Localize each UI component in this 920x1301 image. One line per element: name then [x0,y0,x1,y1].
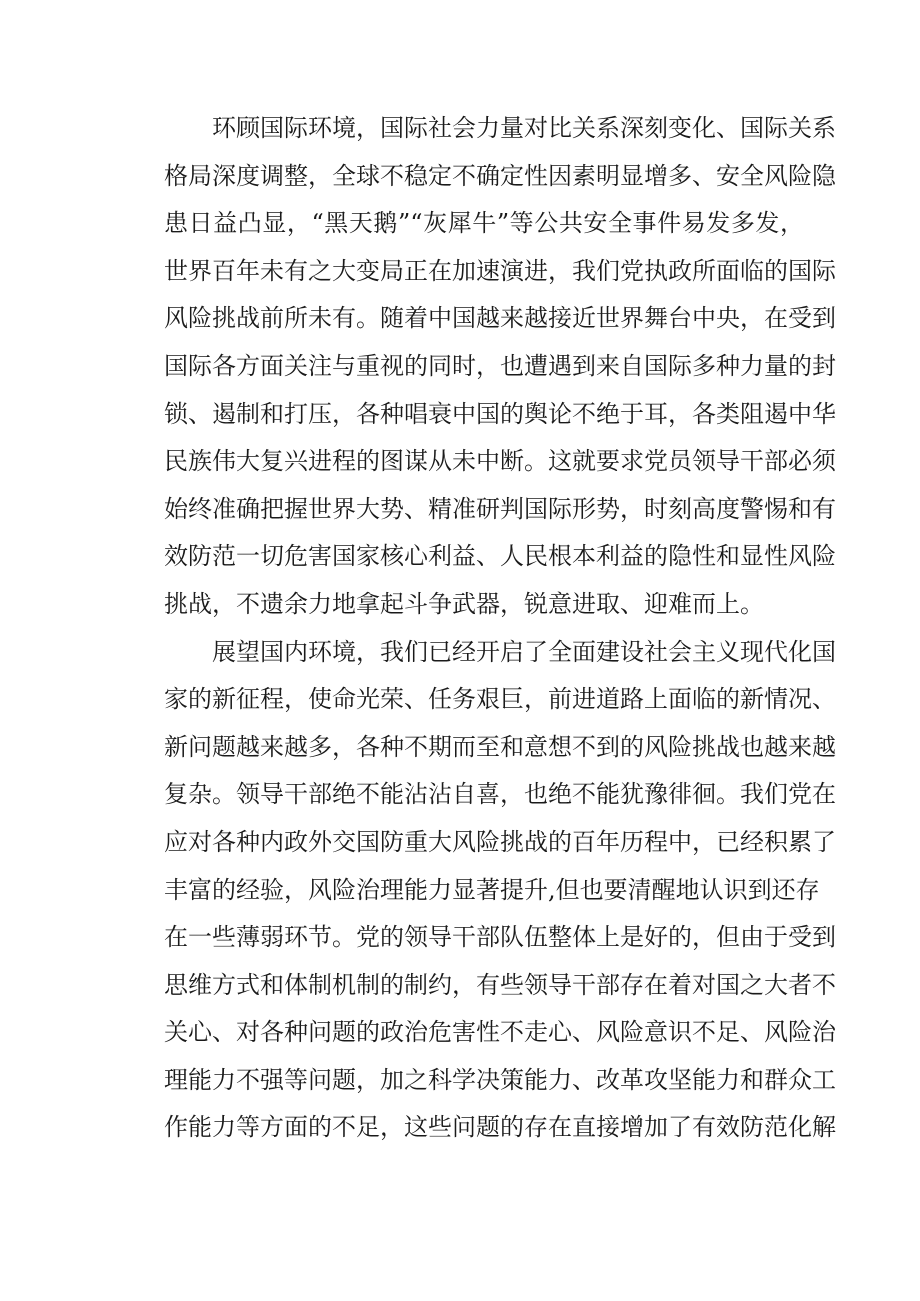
paragraph-domestic [164,629,836,1153]
paragraph-international [164,105,836,629]
text-line: 在一些薄弱环节。党的领导干部队伍整体上是好的，但由于受到 [164,923,836,952]
text-line: 国际各方面关注与重视的同时，也遭遇到来自国际多种力量的封 [164,351,836,380]
text-line: 丰富的经验，风险治理能力显著提升,但也要清醒地认识到还存 [164,875,820,904]
text-line: 应对各种内政外交国防重大风险挑战的百年历程中，已经积累了 [164,827,836,856]
text-line: 挑战，不遗余力地拿起斗争武器，锐意进取、迎难而上。 [164,589,764,618]
body-text [164,105,836,1152]
text-line: 民族伟大复兴进程的图谋从未中断。这就要求党员领导干部必须 [164,447,836,476]
text-line: 锁、遏制和打压，各种唱衰中国的舆论不绝于耳，各类阻遏中华 [164,399,836,428]
text-line: 风险挑战前所未有。随着中国越来越接近世界舞台中央，在受到 [164,304,836,333]
text-line: 环顾国际环境，国际社会力量对比关系深刻变化、国际关系 [212,114,836,142]
text-line: 效防范一切危害国家核心利益、人民根本利益的隐性和显性风险 [164,542,836,571]
text-line: 世界百年未有之大变局正在加速演进，我们党执政所面临的国际 [164,256,836,285]
text-line: 格局深度调整，全球不稳定不确定性因素明显增多、安全风险隐 [164,161,836,190]
text-line: 思维方式和体制机制的制约，有些领导干部存在着对国之大者不 [164,970,836,999]
text-line: 理能力不强等问题，加之科学决策能力、改革攻坚能力和群众工 [164,1065,836,1094]
text-line: 患日益凸显，“黑天鹅”“灰犀牛”等公共安全事件易发多发， [164,209,804,238]
text-line: 始终准确把握世界大势、精准研判国际形势，时刻高度警惕和有 [164,494,836,523]
text-line: 展望国内环境，我们已经开启了全面建设社会主义现代化国 [212,637,836,666]
text-line: 家的新征程，使命光荣、任务艰巨，前进道路上面临的新情况、 [164,685,836,714]
text-line: 作能力等方面的不足，这些问题的存在直接增加了有效防范化解 [164,1113,836,1142]
text-line: 复杂。领导干部绝不能沾沾自喜，也绝不能犹豫徘徊。我们党在 [164,780,836,809]
text-line: 关心、对各种问题的政治危害性不走心、风险意识不足、风险治 [164,1018,836,1047]
text-line: 新问题越来越多，各种不期而至和意想不到的风险挑战也越来越 [164,732,836,761]
